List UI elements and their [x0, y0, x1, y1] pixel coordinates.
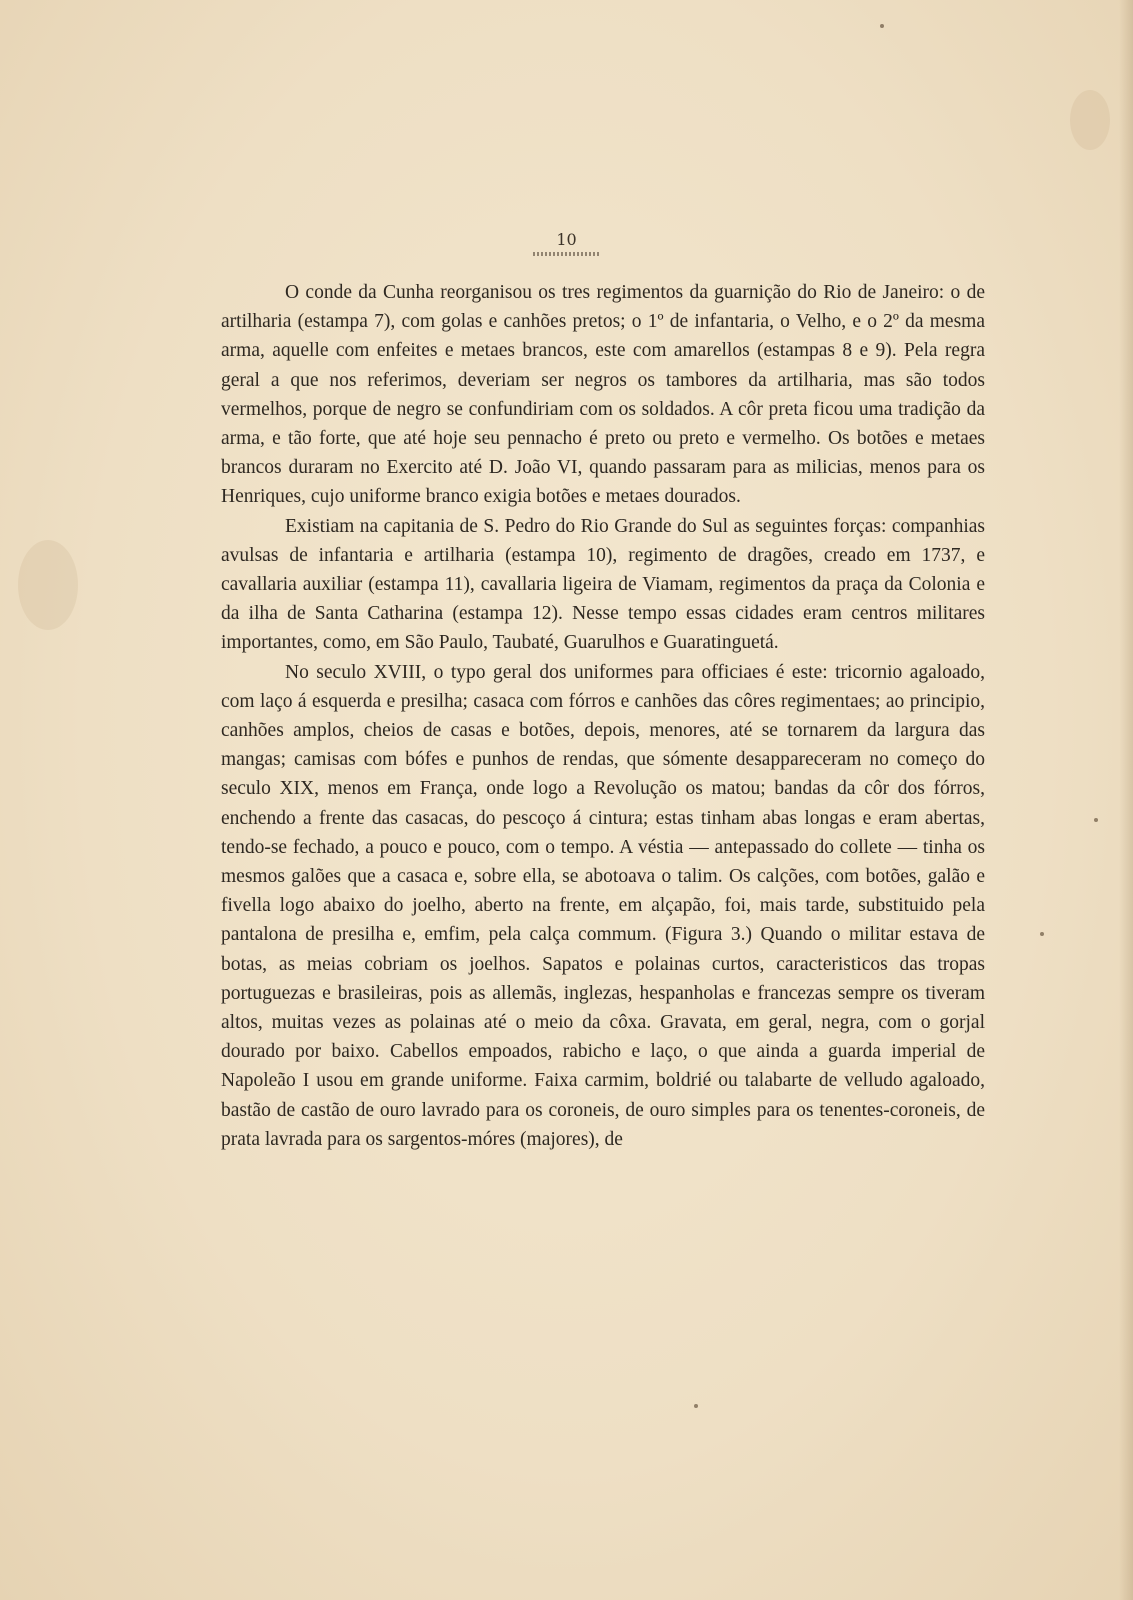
page-header	[0, 230, 1133, 256]
paper-speck	[694, 1404, 698, 1408]
paper-stain	[18, 540, 78, 630]
page-number: 10	[556, 230, 577, 249]
page-number-ornament	[533, 252, 601, 256]
paragraph: O conde da Cunha reorganisou os tres regimentos da guarnição do Rio de Janeiro: o de artilharia (estampa 7), com golas e canhões pretos; o 1º de infantaria, o Velho, e o 2º da mesma arma, aquelle com enfeites e metaes brancos, este com amarellos (estampas 8 e 9). Pela regra geral a que nos referimos, deveriam ser negros os tambores da artilharia, mas são todos vermelhos, porque de negro se confundiriam com os soldados. A côr preta ficou uma tradição da arma, e tão forte, que até hoje seu pennacho é preto ou preto e vermelho. Os botões e metaes brancos duraram no Exercito até D. João VI, quando passaram para as milicias, menos para os Henriques, cujo uniforme branco exigia botões e metaes dourados.	[221, 282, 985, 508]
paper-speck	[1040, 932, 1044, 936]
paragraph: No seculo XVIII, o typo geral dos uniformes para officiaes é este: tricornio agaloado, com laço á esquerda e presilha; casaca com fórros e canhões das côres regimentaes; ao principio, canhões amplos, cheios de casas e botões, depois, menores, até se tornarem da largura das mangas; camisas com bófes e punhos de rendas, que sómente desappareceram no começo do seculo XIX, menos em França, onde logo a Revolução os matou; bandas da côr dos fórros, enchendo a frente das casacas, do pescoço á cintura; estas tinham abas longas e eram abertas, tendo-se fechado, a pouco e pouco, com o tempo. A véstia — antepassado do collete — tinha os mesmos galões que a casaca e, sobre ella, se abotoava o talim. Os calções, com botões, galão e fivella logo abaixo do joelho, aberto na frente, em alçapão, foi, mais tarde, substituido pela pantalona de presilha e, emfim, pela calça commum. (Figura 3.) Quando o militar estava de botas, as meias cobriam os joelhos. Sapatos e polainas curtos, caracteristicos das tropas portuguezas e brasileiras, pois as allemãs, inglezas, hespanholas e francezas sempre os tiveram altos, muitas vezes as polainas até o meio da côxa. Gravata, em geral, negra, com o gorjal dourado por baixo. Cabellos empoados, rabicho e laço, o que ainda a guarda imperial de Napoleão I usou em grande uniforme. Faixa carmim, boldrié ou talabarte de velludo agaloado, bastão de castão de ouro lavrado para os coroneis, de ouro simples para os tenentes-coroneis, de prata lavrada para os sargentos-móres (majores), de	[221, 661, 985, 1150]
paper-stain	[1070, 90, 1110, 150]
paper-speck	[1094, 818, 1098, 822]
paragraph: Existiam na capitania de S. Pedro do Rio Grande do Sul as seguintes forças: companhias avulsas de infantaria e artilharia (estampa 10), regimento de dragões, creado em 1737, e cavallaria auxiliar (estampa 11), cavallaria ligeira de Viamam, regimentos da praça da Colonia e da ilha de Santa Catharina (estampa 12). Nesse tempo essas cidades eram centros militares importantes, como, em São Paulo, Taubaté, Guarulhos e Guaratinguetá.	[221, 515, 985, 654]
body-text	[221, 278, 985, 1154]
paper-speck	[880, 24, 884, 28]
